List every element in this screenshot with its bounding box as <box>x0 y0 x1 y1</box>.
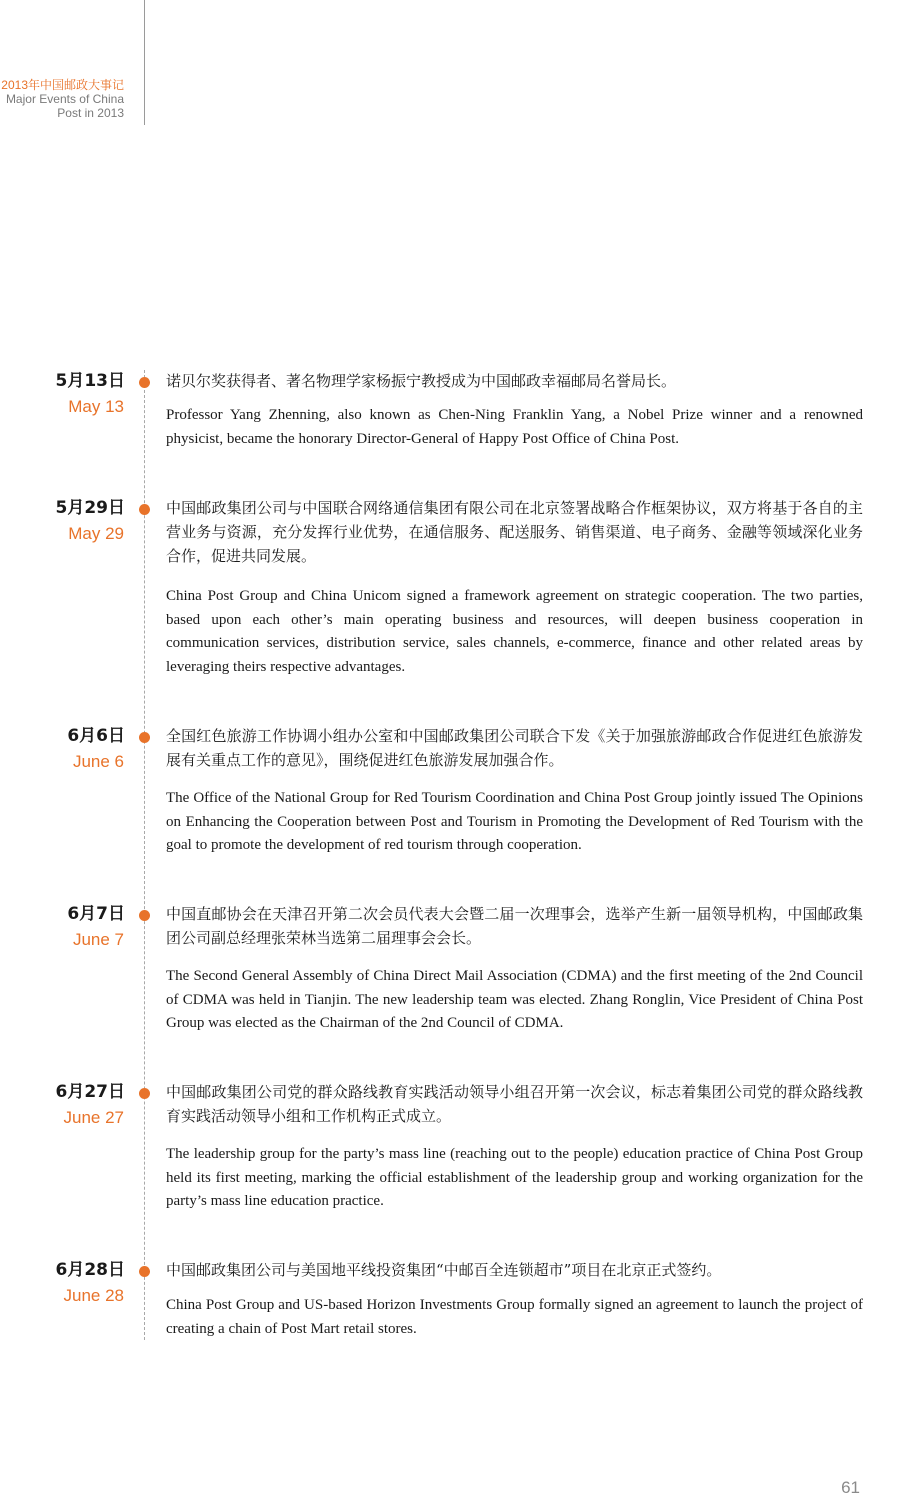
event-text-en: The leadership group for the party’s mass line (reaching out to the people) education practice of China Post Group held its first meeting, marking the official establishment of the leadership group and working organization for the party’s mass line education practice. <box>166 1146 863 1209</box>
event-date-en: May 29 <box>68 524 124 543</box>
timeline-line <box>144 370 145 1340</box>
timeline-dot <box>139 1088 150 1099</box>
event-text-cn: 中国邮政集团公司与美国地平线投资集团“中邮百全连锁超市”项目在北京正式签约。 <box>166 1261 722 1279</box>
header-title-cn: 2013年中国邮政大事记 <box>1 78 124 92</box>
page-number: 61 <box>841 1478 860 1497</box>
event-text-en: China Post Group and China Unicom signed a framework agreement on strategic cooperation. The two parties, based upon each other’s main operating business and resources, will deepen business cooperation in communication services, distribution service, sales channels, e-commerce, finance and other related areas by leveraging theirs respective advantages. <box>166 588 863 675</box>
event-text-en: The Second General Assembly of China Direct Mail Association (CDMA) and the first meeting of the 2nd Council of CDMA was held in Tianjin. The new leadership team was elected. Zhang Ronglin, Vice President of China Post Group was elected as the Chairman of the 2nd Council of CDMA. <box>166 968 863 1031</box>
event-date-en: June 28 <box>63 1286 124 1305</box>
header-title-en-line2: Post in 2013 <box>57 106 124 120</box>
running-header <box>1 78 124 120</box>
event-date-cn: 5月13日 <box>55 371 125 391</box>
event-date-en: June 6 <box>72 752 124 771</box>
event-date-en: June 7 <box>72 930 124 949</box>
event-date-cn: 6月27日 <box>55 1082 125 1102</box>
timeline-dot <box>139 504 150 515</box>
event-text-en: Professor Yang Zhenning, also known as Chen-Ning Franklin Yang, a Nobel Prize winner and a renowned physicist, became the honorary Director-General of Happy Post Office of China Post. <box>166 407 863 447</box>
event-text-en: The Office of the National Group for Red Tourism Coordination and China Post Group jointly issued The Opinions on Enhancing the Cooperation between Post and Tourism in Promoting the Development of Red Tourism with the goal to promote the development of red tourism through cooperation. <box>166 790 863 853</box>
event-date-cn: 6月7日 <box>67 904 125 924</box>
event-text-cn: 诺贝尔奖获得者、著名物理学家杨振宁教授成为中国邮政幸福邮局名誉局长。 <box>166 372 677 390</box>
event-date-en: May 13 <box>68 397 124 416</box>
timeline-dot <box>139 910 150 921</box>
event-text-en: China Post Group and US-based Horizon Investments Group formally signed an agreement to launch the project of creating a chain of Post Mart retail stores. <box>166 1297 863 1337</box>
event-text-cn: 全国红色旅游工作协调小组办公室和中国邮政集团公司联合下发《关于加强旅游邮政合作促进红色旅游发展有关重点工作的意见》，围绕促进红色旅游发展加强合作。 <box>166 727 863 769</box>
header-divider <box>144 0 145 125</box>
event-date-cn: 5月29日 <box>55 498 125 518</box>
event-date-cn: 6月28日 <box>55 1260 125 1280</box>
event-text-cn: 中国直邮协会在天津召开第二次会员代表大会暨二届一次理事会，选举产生新一届领导机构，中国邮政集团公司副总经理张荣林当选第二届理事会会长。 <box>166 905 863 947</box>
timeline-dot <box>139 732 150 743</box>
event-text-cn: 中国邮政集团公司党的群众路线教育实践活动领导小组召开第一次会议，标志着集团公司党的群众路线教育实践活动领导小组和工作机构正式成立。 <box>166 1083 863 1125</box>
event-text-cn: 中国邮政集团公司与中国联合网络通信集团有限公司在北京签署战略合作框架协议，双方将基于各自的主营业务与资源，充分发挥行业优势，在通信服务、配送服务、销售渠道、电子商务、金融等领域深化业务合作，促进共同发展。 <box>166 499 863 565</box>
timeline-dot <box>139 377 150 388</box>
event-date-cn: 6月6日 <box>67 726 125 746</box>
event-date-en: June 27 <box>63 1108 124 1127</box>
timeline-dot <box>139 1266 150 1277</box>
header-title-en-line1: Major Events of China <box>5 92 124 106</box>
